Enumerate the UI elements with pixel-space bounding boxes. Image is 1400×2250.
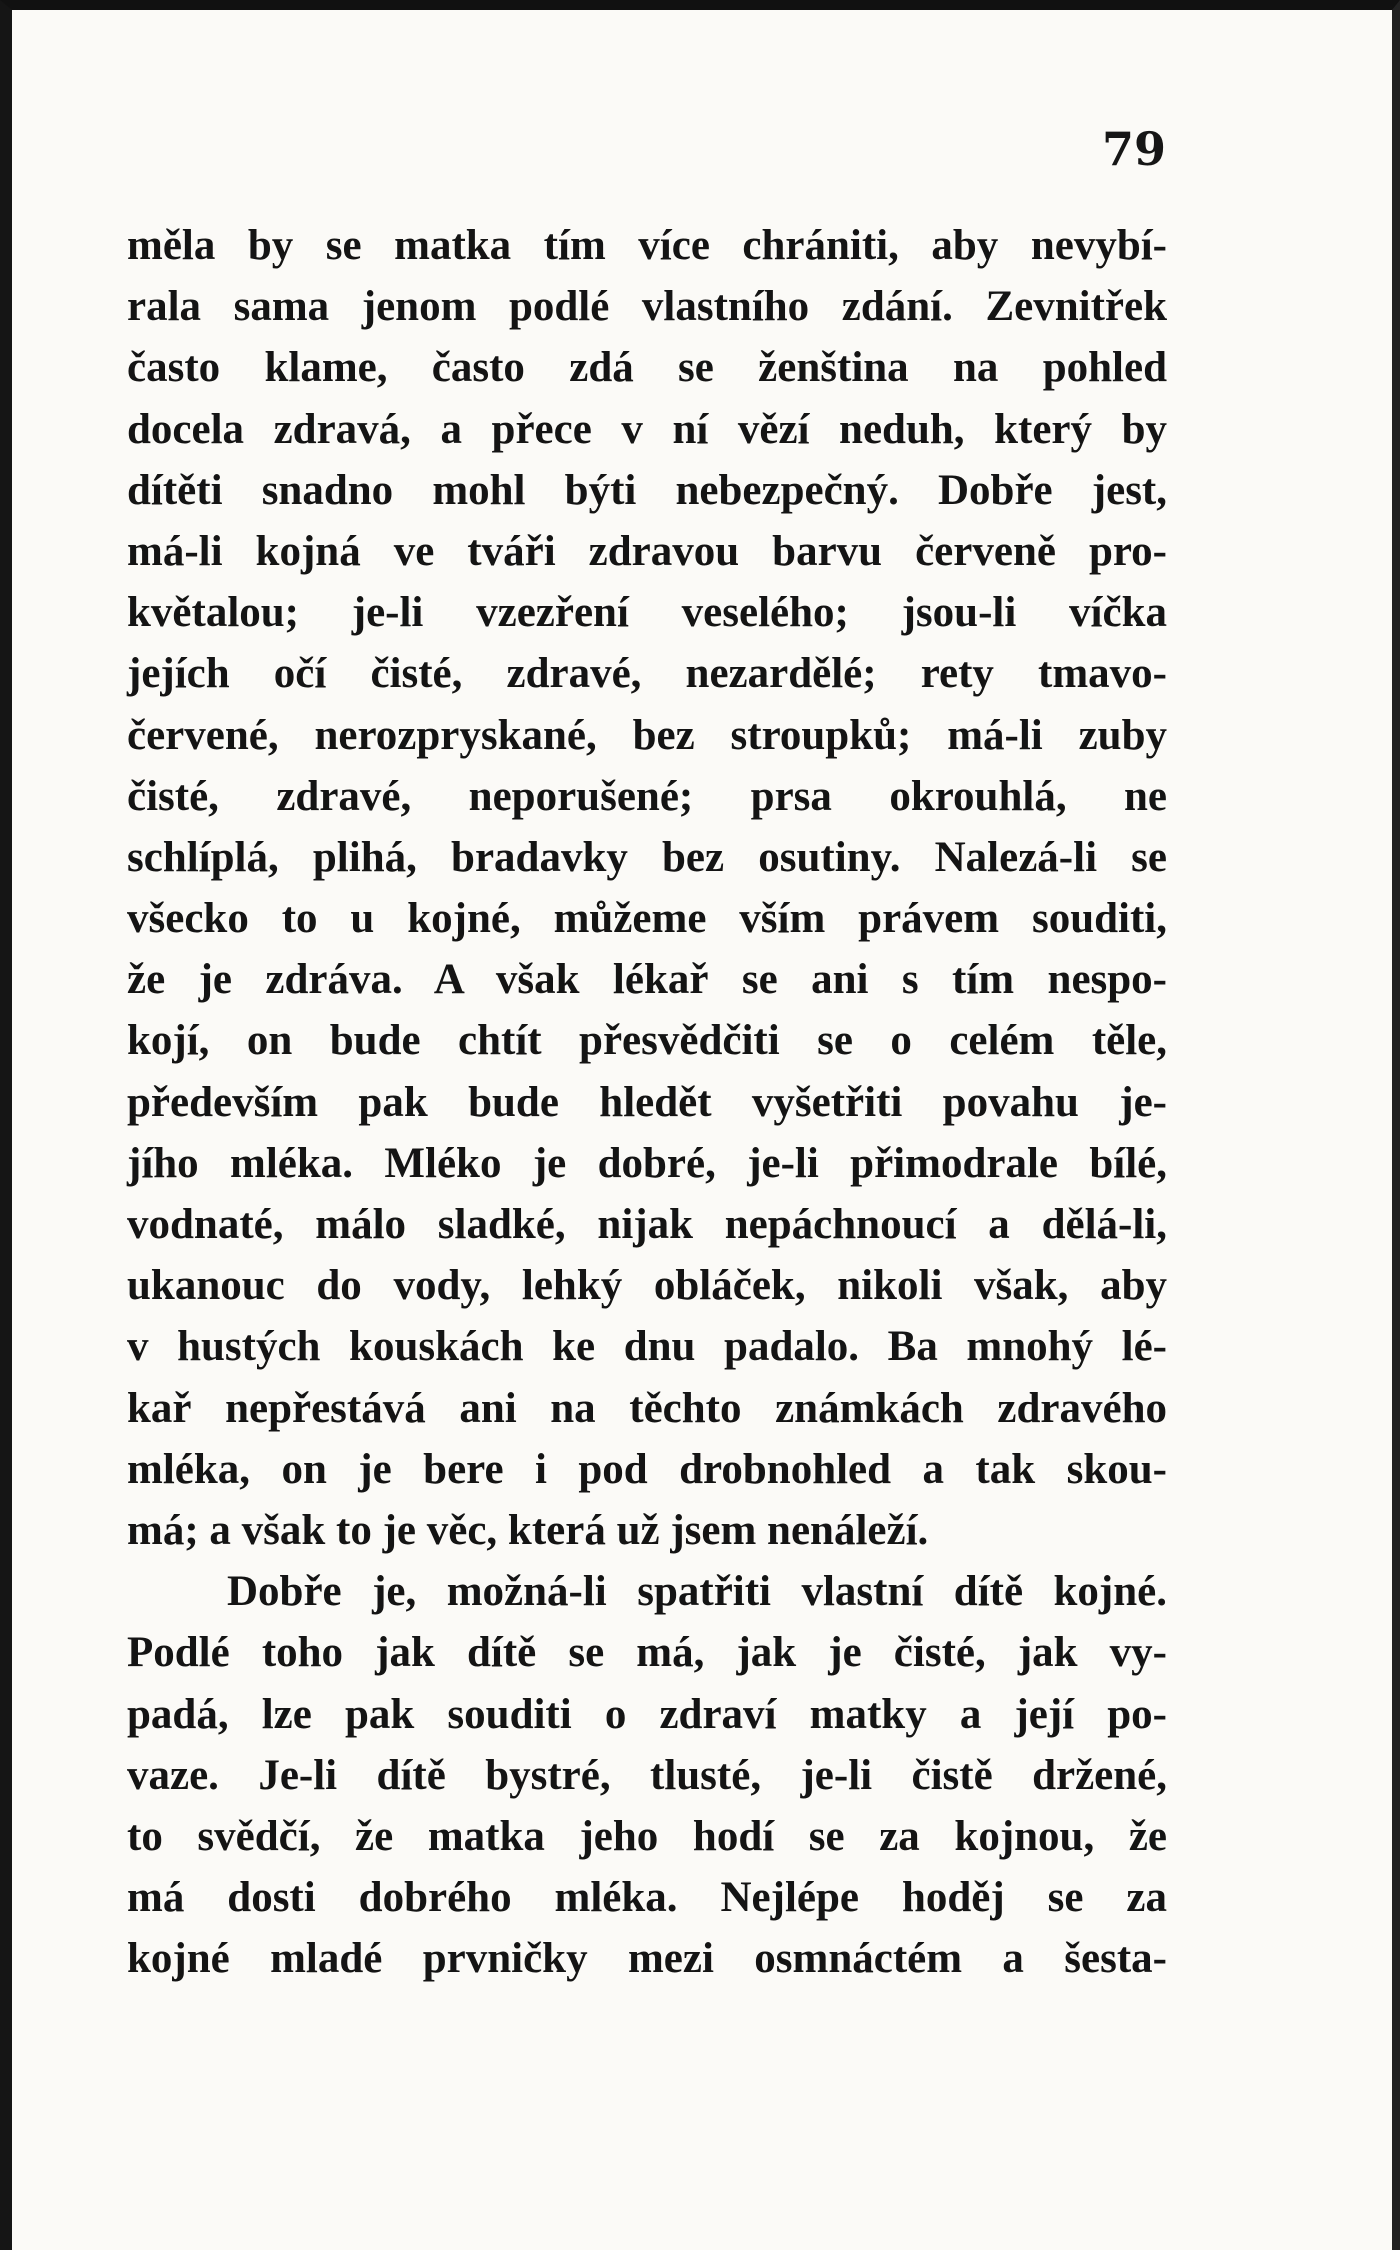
text-line: má-li kojná ve tváři zdravou barvu červeně pro- [127, 527, 1167, 575]
body-text [127, 215, 1167, 1989]
text-line: má; a však to je věc, která už jsem nenáleží. [127, 1506, 929, 1554]
page-number: 79 [1102, 122, 1167, 176]
text-line: jejích očí čisté, zdravé, nezardělé; rety tmavo- [127, 650, 1167, 698]
text-line: dítěti snadno mohl býti nebezpečný. Dobře jest, [127, 466, 1167, 514]
text-line: Dobře je, možná-li spatřiti vlastní dítě kojné. [227, 1568, 1167, 1616]
text-line: to svědčí, že matka jeho hodí se za kojnou, že [127, 1812, 1167, 1860]
text-line: jího mléka. Mléko je dobré, je-li přimodrale bílé, [127, 1139, 1167, 1187]
text-line: čisté, zdravé, neporušené; prsa okrouhlá, ne [127, 772, 1167, 820]
text-line: vodnaté, málo sladké, nijak nepáchnoucí a dělá-li, [127, 1201, 1167, 1248]
text-line: ukanouc do vody, lehký obláček, nikoli však, aby [127, 1262, 1167, 1310]
text-line: červené, nerozpryskané, bez stroupků; má-li zuby [127, 711, 1167, 759]
text-line: rala sama jenom podlé vlastního zdání. Zevnitřek [127, 283, 1167, 331]
text-line: schlíplá, plihá, bradavky bez osutiny. Nalezá-li se [127, 833, 1167, 881]
text-line: mléka, on je bere i pod drobnohled a tak skou- [127, 1445, 1167, 1493]
text-line: že je zdráva. A však lékař se ani s tím nespo- [127, 956, 1167, 1004]
text-line: kojí, on bude chtít přesvědčiti se o celém těle, [127, 1017, 1167, 1065]
text-line: vaze. Je-li dítě bystré, tlusté, je-li čistě držené, [127, 1751, 1167, 1799]
text-line: především pak bude hledět vyšetřiti povahu je- [127, 1078, 1167, 1126]
text-line: docela zdravá, a přece v ní vězí neduh, který by [127, 405, 1167, 453]
text-line: kojné mladé prvničky mezi osmnáctém a šesta- [127, 1935, 1167, 1983]
text-line: Podlé toho jak dítě se má, jak je čisté, jak vy- [127, 1629, 1167, 1677]
text-line: všecko to u kojné, můžeme vším právem souditi, [127, 895, 1167, 943]
text-line: květalou; je-li vzezření veselého; jsou-li víčka [127, 589, 1167, 637]
text-line: v hustých kouskách ke dnu padalo. Ba mnohý lé- [127, 1323, 1167, 1371]
text-line: často klame, často zdá se ženština na pohled [127, 344, 1167, 392]
text-line: kař nepřestává ani na těchto známkách zdravého [127, 1384, 1167, 1432]
text-line: padá, lze pak souditi o zdraví matky a její po- [127, 1690, 1167, 1738]
text-line: měla by se matka tím více chrániti, aby nevybí- [127, 222, 1167, 269]
text-line: má dosti dobrého mléka. Nejlépe hoděj se za [127, 1874, 1167, 1922]
